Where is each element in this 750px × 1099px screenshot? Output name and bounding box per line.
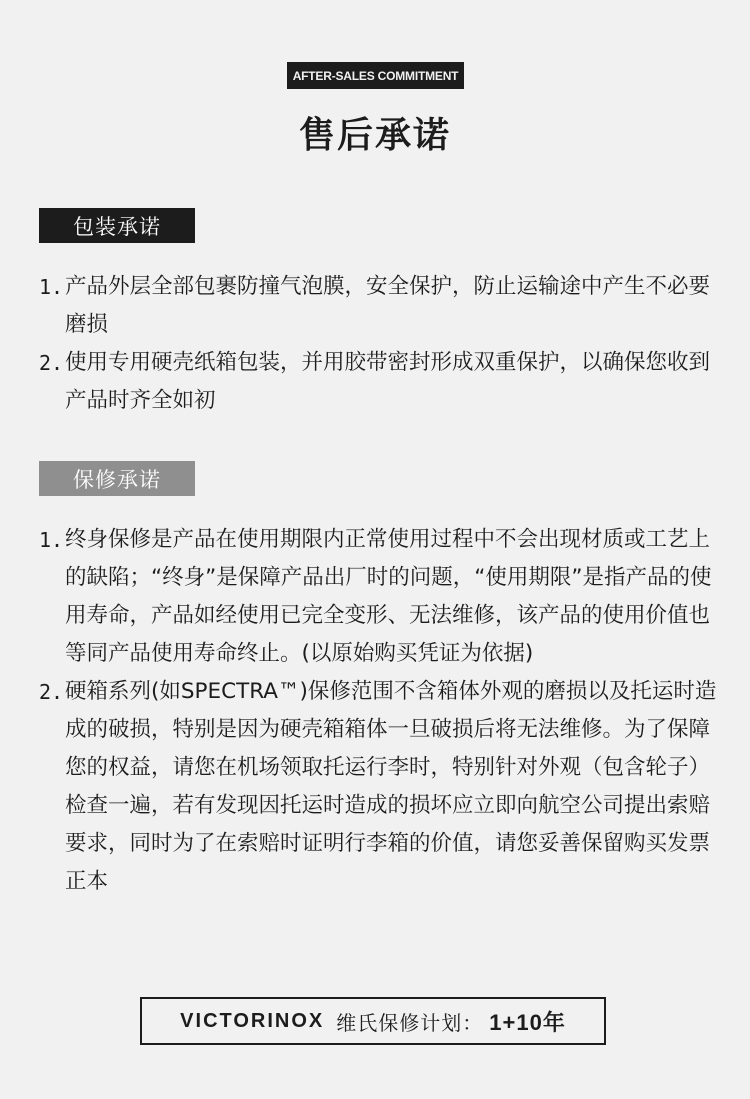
list-item-number: 2. <box>39 680 64 704</box>
packaging-commitment-list <box>39 268 729 420</box>
warranty-section-label: 保修承诺 <box>39 461 195 496</box>
brand-name: VICTORINOX <box>180 1009 325 1032</box>
warranty-plan-label: 维氏保修计划： <box>336 1010 484 1035</box>
list-item-number: 1. <box>39 528 64 552</box>
list-item-number: 2. <box>39 351 64 375</box>
list-item <box>39 521 729 673</box>
list-item-text: 产品外层全部包裹防撞气泡膜，安全保护，防止运输途中产生不必要磨损 <box>65 274 711 337</box>
warranty-commitment-list <box>39 521 729 901</box>
list-item-text: 终身保修是产品在使用期限内正常使用过程中不会出现材质或工艺上的缺陷；“终身”是保障产品出厂时的问题，“使用期限”是指产品的使用寿命，产品如经使用已完全变形、无法维修，该产品的使用价值也等同产品使用寿命终止。(以原始购买凭证为依据) <box>65 527 712 666</box>
list-item-text: 使用专用硬壳纸箱包装，并用胶带密封形成双重保护，以确保您收到产品时齐全如初 <box>65 350 711 413</box>
warranty-plan-box <box>140 997 606 1045</box>
packaging-section-label: 包装承诺 <box>39 208 195 243</box>
list-item <box>39 268 729 344</box>
warranty-plan-value: 1+10年 <box>489 1009 566 1035</box>
list-item <box>39 344 729 420</box>
page-title: 售后承诺 <box>298 115 451 156</box>
list-item <box>39 673 729 901</box>
list-item-number: 1. <box>39 275 64 299</box>
after-sales-badge: AFTER-SALES COMMITMENT <box>287 62 464 89</box>
list-item-text: 硬箱系列(如SPECTRA™)保修范围不含箱体外观的磨损以及托运时造成的破损，特别是因为硬壳箱箱体一旦破损后将无法维修。为了保障您的权益，请您在机场领取托运行李时，特别针对外观（包含轮子）检查一遍，若有发现因托运时造成的损坏应立即向航空公司提出索赔要求，同时为了在索赔时证明行李箱的价值，请您妥善保留购买发票正本 <box>65 679 717 894</box>
